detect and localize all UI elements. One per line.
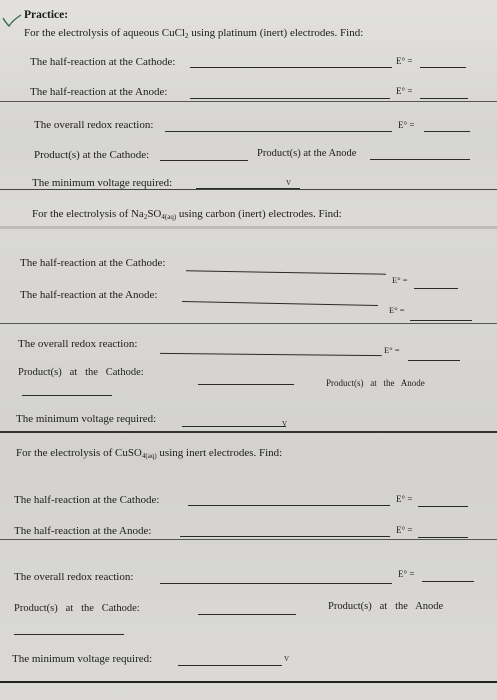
section1-intro: For the electrolysis of aqueous CuCl$_2$ using platinum (inert) electrodes. Find: — [24, 27, 364, 40]
s2-min-voltage-blank[interactable] — [182, 426, 286, 427]
s1-e-anode-label: E° = — [396, 86, 413, 96]
s3-rule-anode — [0, 539, 497, 540]
s3-e-overall-blank[interactable] — [422, 581, 474, 582]
s3-product-cathode-blank[interactable] — [198, 614, 296, 615]
s1-product-cathode-label: Product(s) at the Cathode: — [34, 149, 150, 161]
section2-intro: For the electrolysis of $Na_2SO_{4(aq)}$ using carbon (inert) electrodes. Find: — [32, 208, 342, 221]
s3-e-cathode-blank[interactable] — [418, 506, 468, 507]
s3-e-cathode-label: E° = — [396, 494, 413, 504]
s1-half-cathode-label: The half-reaction at the Cathode: — [30, 56, 176, 68]
s1-unit-v: V — [286, 179, 292, 187]
s3-e-anode-blank[interactable] — [418, 537, 468, 538]
s1-product-anode-label: Product(s) at the Anode — [257, 148, 357, 159]
s1-e-overall-blank[interactable] — [424, 131, 470, 132]
s2-half-anode-label: The half-reaction at the Anode: — [20, 289, 158, 301]
s2-e-overall-label: E° = — [384, 345, 400, 355]
s2-half-cathode-label: The half-reaction at the Cathode: — [20, 257, 166, 269]
s3-product-cathode-blank-2[interactable] — [14, 634, 124, 635]
s2-e-anode-blank[interactable] — [410, 320, 472, 321]
s3-e-anode-label: E° = — [396, 525, 413, 535]
sheet-edge-divider — [0, 226, 497, 229]
s3-min-voltage-blank[interactable] — [178, 665, 282, 666]
s3-half-cathode-label: The half-reaction at the Cathode: — [14, 494, 160, 506]
s1-half-anode-blank[interactable] — [190, 98, 390, 99]
checkmark-icon — [2, 14, 22, 28]
s2-rule-anode — [0, 323, 497, 324]
s3-product-anode-label: Product(s) at the Anode — [328, 601, 444, 612]
s1-overall-label: The overall redox reaction: — [34, 119, 154, 131]
s1-e-anode-blank[interactable] — [420, 98, 468, 99]
s1-overall-blank[interactable] — [165, 131, 392, 132]
s2-e-cathode-label: E° = — [392, 275, 408, 285]
s3-half-cathode-blank[interactable] — [188, 505, 390, 506]
s3-product-cathode-label: Product(s) at the Cathode: — [14, 603, 140, 614]
s2-rule-voltage — [0, 431, 497, 433]
s1-e-overall-label: E° = — [398, 120, 415, 130]
s2-product-cathode-blank-2[interactable] — [22, 395, 112, 396]
s1-half-cathode-blank[interactable] — [190, 67, 392, 68]
s1-rule-voltage — [0, 189, 497, 190]
s2-product-anode-label: Product(s) at the Anode — [326, 378, 425, 388]
s3-rule-voltage — [0, 681, 497, 683]
section3-intro: For the electrolysis of CuSO$_{4(aq)}$ using inert electrodes. Find: — [16, 447, 283, 460]
s2-product-cathode-blank[interactable] — [198, 384, 294, 385]
s2-product-cathode-label: Product(s) at the Cathode: — [18, 367, 144, 378]
s3-half-anode-label: The half-reaction at the Anode: — [14, 525, 152, 537]
s1-e-cathode-blank[interactable] — [420, 67, 466, 68]
s1-min-voltage-label: The minimum voltage required: — [32, 177, 173, 189]
s1-e-cathode-label: E° = — [396, 56, 413, 66]
s1-rule-anode — [0, 101, 497, 102]
s1-product-anode-blank[interactable] — [370, 159, 470, 160]
s3-half-anode-blank[interactable] — [180, 536, 390, 537]
s2-e-anode-label: E° = — [389, 305, 405, 315]
s2-unit-v: V — [282, 420, 288, 428]
s1-half-anode-label: The half-reaction at the Anode: — [30, 86, 168, 98]
s2-min-voltage-label: The minimum voltage required: — [16, 413, 157, 425]
s1-product-cathode-blank[interactable] — [160, 160, 248, 161]
s3-overall-blank[interactable] — [160, 583, 392, 584]
s2-e-cathode-blank[interactable] — [414, 288, 458, 289]
s3-e-overall-label: E° = — [398, 569, 415, 579]
s2-e-overall-blank[interactable] — [408, 360, 460, 361]
s3-overall-label: The overall redox reaction: — [14, 571, 134, 583]
s3-unit-v: V — [284, 655, 290, 663]
s3-min-voltage-label: The minimum voltage required: — [12, 653, 153, 665]
s2-overall-label: The overall redox reaction: — [18, 338, 138, 350]
practice-title: Practice: — [24, 9, 69, 21]
